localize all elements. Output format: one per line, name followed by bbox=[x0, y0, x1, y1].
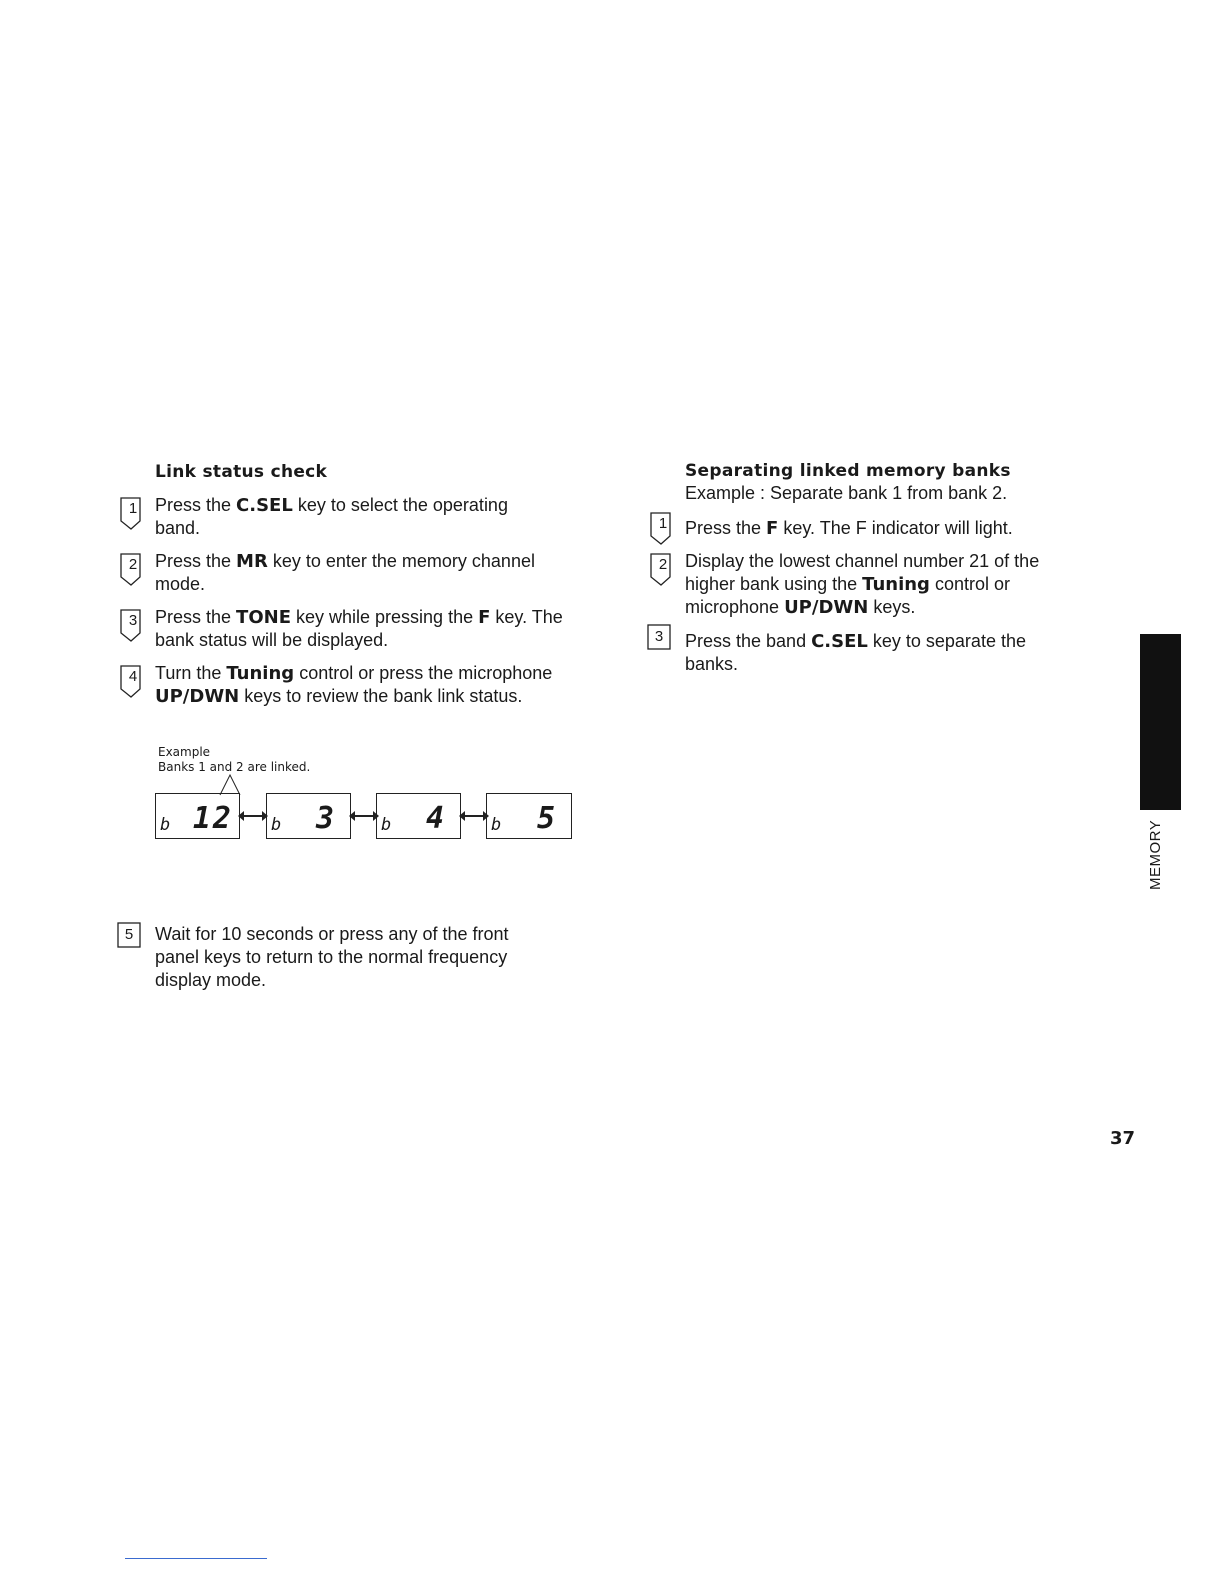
bank-digits: 4 bbox=[425, 801, 446, 836]
page-number: 37 bbox=[1110, 1128, 1136, 1149]
bank-display-4 bbox=[486, 793, 572, 839]
step-number: 3 bbox=[654, 628, 664, 645]
section-tab-marker bbox=[1140, 634, 1181, 810]
left-step-3: Press the TONE key while pressing the F key. The bank status will be displayed. bbox=[155, 607, 563, 650]
step-number: 5 bbox=[124, 926, 134, 943]
left-step-1: Press the C.SEL key to select the operating band. bbox=[155, 495, 508, 538]
bank-digits: 3 bbox=[315, 801, 336, 836]
left-step-2: Press the MR key to enter the memory channel mode. bbox=[155, 551, 535, 594]
step-number: 4 bbox=[128, 668, 138, 685]
step-marker-5 bbox=[113, 921, 153, 963]
step-number: 2 bbox=[128, 556, 138, 573]
bank-display-1 bbox=[155, 793, 240, 839]
left-step-4: Turn the Tuning control or press the microphone UP/DWN keys to review the bank link status. bbox=[155, 663, 553, 707]
bank-prefix: b bbox=[381, 815, 392, 835]
section-tab-label: MEMORY bbox=[1147, 819, 1164, 890]
right-step-1: Press the F key. The F indicator will light. bbox=[685, 518, 1013, 539]
left-step-5: Wait for 10 seconds or press any of the front panel keys to return to the normal frequency display mode. bbox=[155, 924, 509, 990]
left-heading: Link status check bbox=[155, 462, 328, 482]
link-arrow bbox=[243, 815, 263, 817]
step-marker-3 bbox=[113, 607, 153, 649]
bank-prefix: b bbox=[271, 815, 282, 835]
step-number: 3 bbox=[128, 612, 138, 629]
step-number: 1 bbox=[128, 500, 138, 517]
right-step-marker-3 bbox=[643, 623, 683, 665]
right-step-2: Display the lowest channel number 21 of the higher bank using the Tuning control or microphone UP/DWN keys. bbox=[685, 551, 1040, 618]
step-marker-2 bbox=[113, 551, 153, 593]
link-arrow bbox=[464, 815, 484, 817]
bank-digits: 5 bbox=[536, 801, 557, 836]
right-heading: Separating linked memory banks bbox=[685, 461, 1011, 481]
example-title: Example bbox=[158, 745, 211, 759]
bank-display-3 bbox=[376, 793, 461, 839]
bank-digits: 12 bbox=[192, 801, 233, 836]
example-caption: Banks 1 and 2 are linked. bbox=[158, 760, 311, 774]
step-marker-1 bbox=[113, 495, 153, 537]
step-marker-4 bbox=[113, 663, 153, 705]
bank-prefix: b bbox=[160, 815, 171, 835]
footer-rule bbox=[125, 1558, 267, 1559]
right-step-marker-1 bbox=[643, 510, 683, 552]
link-arrow bbox=[354, 815, 374, 817]
right-example: Example : Separate bank 1 from bank 2. bbox=[685, 483, 1008, 503]
bank-display-2 bbox=[266, 793, 351, 839]
bank-prefix: b bbox=[491, 815, 502, 835]
right-step-3: Press the band C.SEL key to separate the banks. bbox=[685, 631, 1026, 674]
step-number: 1 bbox=[658, 515, 668, 532]
step-number: 2 bbox=[658, 556, 668, 573]
right-step-marker-2 bbox=[643, 551, 683, 593]
